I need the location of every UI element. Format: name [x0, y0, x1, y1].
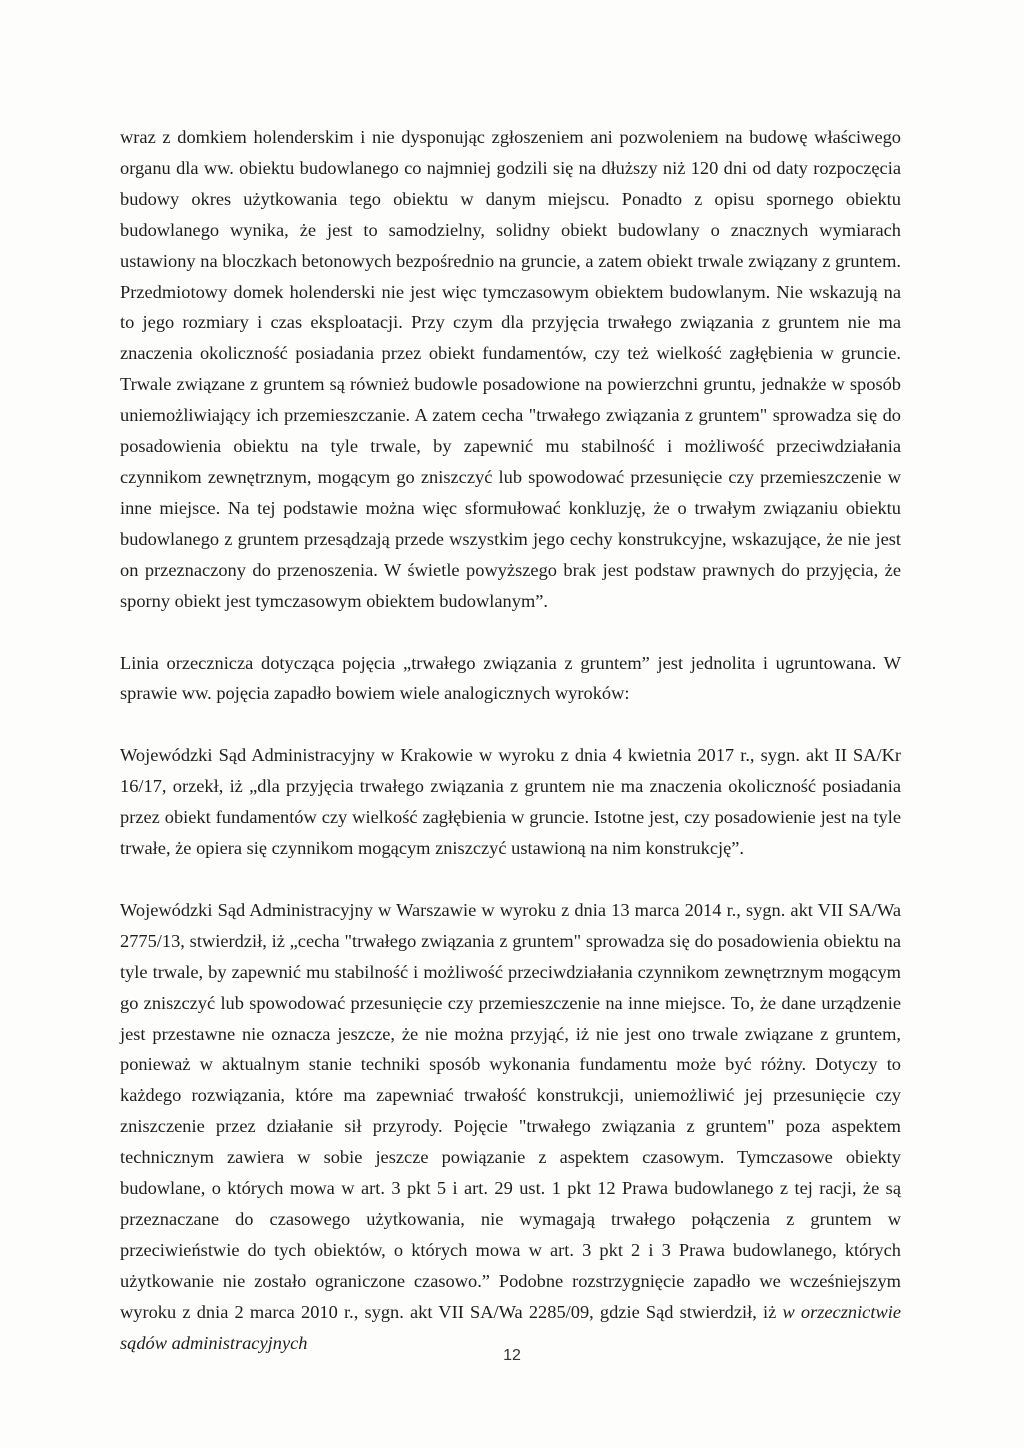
- paragraph-3: Wojewódzki Sąd Administracyjny w Krakowie w wyroku z dnia 4 kwietnia 2017 r., sygn. akt II SA/Kr 16/17, orzekł, iż „dla przyjęcia trwałego związania z gruntem nie ma znaczenia okoliczność posiadania przez obiekt fundamentów czy wielkość zagłębienia w gruncie. Istotne jest, czy posadowienie jest na tyle trwałe, że opiera się czynnikom mogącym zniszczyć ustawioną na nim konstrukcję”.: [120, 745, 901, 859]
- paragraph-1: wraz z domkiem holenderskim i nie dysponując zgłoszeniem ani pozwoleniem na budowę właściwego organu dla ww. obiektu budowlanego co najmniej godzili się na dłuższy niż 120 dni od daty rozpoczęcia budowy okres użytkowania tego obiektu w danym miejscu. Ponadto z opisu spornego obiektu budowlanego wynika, że jest to samodzielny, solidny obiekt budowlany o znacznych wymiarach ustawiony na bloczkach betonowych bezpośrednio na gruncie, a zatem obiekt trwale związany z gruntem. Przedmiotowy domek holenderski nie jest więc tymczasowym obiektem budowlanym. Nie wskazują na to jego rozmiary i czas eksploatacji. Przy czym dla przyjęcia trwałego związania z gruntem nie ma znaczenia okoliczność posiadania przez obiekt fundamentów, czy też wielkość zagłębienia w gruncie. Trwale związane z gruntem są również budowle posadowione na powierzchni gruntu, jednakże w sposób uniemożliwiający ich przemieszczanie. A zatem cecha "trwałego związania z gruntem" sprowadza się do posadowienia obiektu na tyle trwale, by zapewnić mu stabilność i możliwość przeciwdziałania czynnikom zewnętrznym, mogącym go zniszczyć lub spowodować przesunięcie czy przemieszczenie w inne miejsce. Na tej podstawie można więc sformułować konkluzję, że o trwałym związaniu obiektu budowlanego z gruntem przesądzają przede wszystkim jego cechy konstrukcyjne, wskazujące, że nie jest on przeznaczony do przenoszenia. W świetle powyższego brak jest podstaw prawnych do przyjęcia, że sporny obiekt jest tymczasowym obiektem budowlanym”.: [120, 127, 901, 611]
- paragraph-4-text: Wojewódzki Sąd Administracyjny w Warszawie w wyroku z dnia 13 marca 2014 r., sygn. akt VII SA/Wa 2775/13, stwierdził, iż „cecha "trwałego związania z gruntem" sprowadza się do posadowienia obiektu na tyle trwale, by zapewnić mu stabilność i możliwość przeciwdziałania czynnikom zewnętrznym mogącym go zniszczyć lub spowodować przesunięcie czy przemieszczenie na inne miejsce. To, że dane urządzenie jest przestawne nie oznacza jeszcze, że nie można przyjąć, iż nie jest ono trwale związane z gruntem, ponieważ w aktualnym stanie techniki sposób wykonania fundamentu może być różny. Dotyczy to każdego rozwiązania, które ma zapewniać trwałość konstrukcji, uniemożliwić jej przesunięcie czy zniszczenie przez działanie sił przyrody. Pojęcie "trwałego związania z gruntem" poza aspektem technicznym zawiera w sobie jeszcze powiązanie z aspektem czasowym. Tymczasowe obiekty budowlane, o których mowa w art. 3 pkt 5 i art. 29 ust. 1 pkt 12 Prawa budowlanego z tej racji, że są przeznaczane do czasowego użytkowania, nie wymagają trwałego połączenia z gruntem w przeciwieństwie do tych obiektów, o których mowa w art. 3 pkt 2 i 3 Prawa budowlanego, których użytkowanie nie zostało ograniczone czasowo.” Podobne rozstrzygnięcie zapadło we wcześniejszym wyroku z dnia 2 marca 2010 r., sygn. akt VII SA/Wa 2285/09, gdzie Sąd stwierdził, iż: [120, 899, 901, 1322]
- page-number: 12: [503, 1347, 521, 1364]
- document-body: [120, 122, 901, 1359]
- paragraph-4-italic-tail: w orzecznictwie sądów administracyjnych: [120, 1301, 901, 1353]
- paragraph-2: Linia orzecznicza dotycząca pojęcia „trwałego związania z gruntem” jest jednolita i ugruntowana. W sprawie ww. pojęcia zapadło bowiem wiele analogicznych wyroków:: [120, 652, 901, 704]
- paragraph-4: [120, 895, 901, 1359]
